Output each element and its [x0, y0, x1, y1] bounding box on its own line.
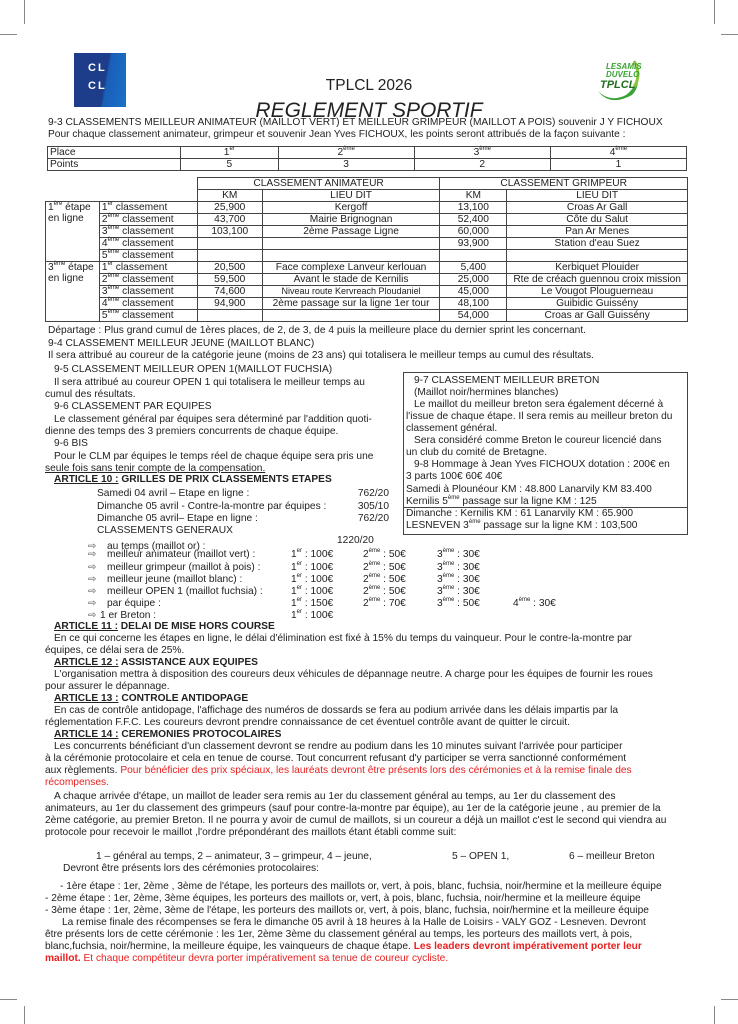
arrow-right-icon: ⇨ — [88, 574, 97, 585]
generaux-value: 1220/20 — [337, 535, 374, 546]
article-13-text: réglementation F.F.C. Les coureurs devront prendre connaissance de cet éventuel contrôle avant de quitter le circuit. — [45, 717, 570, 728]
place-cell: 2ème — [278, 147, 414, 159]
section-9-8-text: 9-8 Hommage à Jean Yves FICHOUX dotation : 200€ en — [414, 459, 670, 470]
article-14-text: 2ème catégorie, au premier Breton. Il ne pourra y avoir de cumul de maillots, si un coureur a déjà un maillot c'est le second qui viendra au — [45, 815, 667, 826]
section-9-4-title: 9-4 CLASSEMENT MEILLEUR JEUNE (MAILLOT BLANC) — [48, 338, 315, 349]
prize-category: meilleur jeune (maillot blanc) : — [107, 574, 243, 585]
section-9-7-text: un club du comité de Bretagne. — [406, 447, 548, 458]
animateur-lieu: Kergoff — [262, 202, 440, 214]
table-header-row — [46, 190, 688, 202]
grimpeur-lieu: Guibidic Guissény — [507, 298, 688, 310]
stage-prize-value: 762/20 — [357, 488, 389, 499]
points-table — [47, 146, 687, 171]
article-11-text: En ce qui concerne les étapes en ligne, le délai d'élimination est fixé à 15% du temps du vainqueur. Pour le contre-la-montre par — [54, 633, 632, 644]
crop-mark — [0, 34, 17, 35]
animateur-km: 103,100 — [197, 226, 262, 238]
stage-prize-value: 762/20 — [357, 513, 389, 524]
animateur-lieu: Mairie Brignognan — [262, 214, 440, 226]
prize-amount: 2ème : 50€ — [363, 585, 406, 597]
prize-amount: 3ème : 30€ — [437, 561, 480, 573]
section-9-6-bis-text: Pour le CLM par équipes le temps réel de chaque équipe sera pris une — [54, 451, 374, 462]
classement-table — [45, 177, 688, 322]
grimpeur-lieu: Station d'eau Suez — [507, 238, 688, 250]
final-ceremony-text: maillot. Et chaque compétiteur devra porter impérativement sa tenue de coureur cycliste. — [45, 953, 449, 964]
col-km: KM — [440, 190, 507, 202]
row-label: Place — [48, 147, 181, 159]
prize-amount: 1er : 100€ — [291, 548, 334, 560]
km-line: Samedi à Plounéour KM : 48.800 Lanarvily KM 83.400 — [406, 484, 652, 495]
crop-mark — [714, 0, 715, 24]
article-12-text: L'organisation mettra à disposition des coureurs deux véhicules de dépannage neutre. A charge pour les équipes de fournir les roues — [54, 669, 653, 680]
stage-prize-value: 305/10 — [357, 500, 389, 512]
km-line: Kernilis 5ème passage sur la ligne KM : 125 — [406, 495, 597, 507]
row-label: Points — [48, 159, 181, 171]
arrow-right-icon: ⇨ — [88, 586, 97, 597]
grimpeur-km: 60,000 — [440, 226, 507, 238]
article-11-text: équipes, ce délai sera de 25%. — [45, 645, 185, 656]
prize-amount: 2ème : 50€ — [363, 548, 406, 560]
arrow-right-icon: ⇨ — [88, 610, 97, 621]
article-14-text: Les concurrents bénéficiant d'un classement devront se rendre au podium dans les 10 minutes suivant l'arrivée pour participer — [54, 741, 623, 752]
article-11-heading: ARTICLE 11 : DELAI DE MISE HORS COURSE — [54, 621, 275, 632]
article-13-text: En cas de contrôle antidopage, l'affichage des numéros de dossards se fera au podium arrivée dans les délais impartis par la — [54, 705, 619, 716]
crop-mark — [714, 1006, 715, 1024]
classement-label: 2ème classement — [99, 274, 197, 286]
prize-amount: 3ème : 30€ — [437, 548, 480, 560]
place-cell: 4ème — [550, 147, 686, 159]
animateur-km: 94,900 — [197, 298, 262, 310]
section-9-5-title: 9-5 CLASSEMENT MEILLEUR OPEN 1(MAILLOT FUCHSIA) — [54, 364, 333, 375]
final-ceremony-text: La remise finale des récompenses se fera le dimanche 05 avril à 18 heures à la Halle de Loisirs - VALY GOZ - Lesneven. Devront — [62, 917, 646, 928]
animateur-km: 74,600 — [197, 286, 262, 298]
km-line: LESNEVEN 3ème passage sur la ligne KM : 103,500 — [406, 519, 638, 531]
section-9-6-text: Le classement général par équipes sera déterminé par l'addition quoti- — [54, 414, 372, 425]
crop-mark — [721, 34, 738, 35]
stage-label: 1ère étape en ligne — [46, 202, 100, 262]
prize-amount: 2ème : 70€ — [363, 597, 406, 609]
generaux-title: CLASSEMENTS GENERAUX — [97, 525, 233, 536]
prize-category: au temps (maillot or) : — [107, 541, 206, 552]
place-cell: 1er — [181, 147, 279, 159]
grimpeur-km: 52,400 — [440, 214, 507, 226]
grimpeur-lieu: Kerbiquet Plouider — [507, 262, 688, 274]
table-row — [46, 214, 688, 226]
grimpeur-lieu: Croas Ar Gall — [507, 202, 688, 214]
section-9-5-text: Il sera attribué au coureur OPEN 1 qui totalisera le meilleur temps au — [54, 377, 365, 388]
arrow-right-icon: ⇨ — [88, 598, 97, 609]
points-cell: 2 — [414, 159, 550, 171]
place-cell: 3ème — [414, 147, 550, 159]
grimpeur-km — [440, 250, 507, 262]
animateur-lieu: 2ème Passage Ligne — [262, 226, 440, 238]
points-cell: 3 — [278, 159, 414, 171]
prize-amount: 2ème : 50€ — [363, 573, 406, 585]
table-row — [46, 238, 688, 250]
header-animateur: CLASSEMENT ANIMATEUR — [197, 178, 440, 190]
arrow-right-icon: ⇨ — [88, 549, 97, 560]
classement-label: 2ème classement — [99, 214, 197, 226]
arrow-right-icon: ⇨ — [88, 562, 97, 573]
stage-prize-label: Dimanche 05 avril - Contre-la-montre par équipes : — [97, 500, 327, 512]
section-9-7-text: l'issue de chaque étape. Il sera remis au meilleur breton du — [406, 411, 673, 422]
animateur-lieu: Niveau route Kervreach Ploudaniel — [262, 286, 440, 298]
table-row — [46, 274, 688, 286]
section-9-7-subtitle: (Maillot noir/hermines blanches) — [414, 387, 559, 398]
section-9-6-bis-text: seule fois sans tenir compte de la compensation. — [45, 463, 266, 474]
classement-label: 3ème classement — [99, 286, 197, 298]
article-10-heading: ARTICLE 10 : GRILLES DE PRIX CLASSEMENTS ETAPES — [54, 474, 332, 485]
table-row — [48, 159, 687, 171]
article-14-text: récompenses. — [45, 777, 109, 788]
article-14-text: aux règlements. Pour bénéficier des prix spéciaux, les lauréats devront être présents lors des cérémonies et à la remise finale des — [45, 765, 632, 776]
page-title: TPLCL 2026 — [325, 77, 413, 94]
section-9-3-intro: Pour chaque classement animateur, grimpeur et souvenir Jean Yves FICHOUX, les points seront attribués de la façon suivante : — [48, 129, 626, 140]
grimpeur-lieu: Pan Ar Menes — [507, 226, 688, 238]
prize-category: meilleur animateur (maillot vert) : — [107, 549, 256, 560]
stage-prize-label: Samedi 04 avril – Etape en ligne : — [97, 488, 250, 499]
grimpeur-km: 13,100 — [440, 202, 507, 214]
classement-label: 1er classement — [99, 262, 197, 274]
stage-label: 3ème étape en ligne — [46, 262, 100, 322]
section-9-7-title: 9-7 CLASSEMENT MEILLEUR BRETON — [414, 375, 600, 386]
classement-label: 4ème classement — [99, 238, 197, 250]
animateur-lieu: Face complexe Lanveur kerlouan — [262, 262, 440, 274]
presents-text: Devront être présents lors des cérémonies protocolaires: — [63, 863, 319, 874]
final-ceremony-text: blanc,fuchsia, noir/hermine, la meilleure équipe, les vainqueurs de chaque étape. Les leaders devront impérativement porter leur — [45, 941, 642, 952]
section-9-3-title: 9-3 CLASSEMENTS MEILLEUR ANIMATEUR (MAILLOT VERT) ET MEILLEUR GRIMPEUR (MAILLOT A POIS) souvenir J Y FICHOUX — [48, 117, 663, 128]
page-subtitle: REGLEMENT SPORTIF — [255, 99, 483, 122]
animateur-lieu: 2ème passage sur la ligne 1er tour — [262, 298, 440, 310]
crop-mark — [0, 999, 17, 1000]
etape-list-item: - 2ème étape : 1er, 2ème, 3ème équipes, les porteurs des maillots or, vert, à pois, blanc, fuchsia, noir/hermine et la meilleure équipe — [45, 893, 641, 904]
prize-amount: 2ème : 50€ — [363, 561, 406, 573]
classement-label: 5ème classement — [99, 250, 197, 262]
etape-list-item: - 1ère étape : 1er, 2ème , 3ème de l'étape, les porteurs des maillots or, vert, à pois, blanc, fuchsia, noir/hermine et la meilleure équipe — [60, 881, 662, 892]
crop-mark — [24, 1006, 25, 1024]
section-9-4-text: Il sera attribué au coureur de la catégorie jeune (moins de 23 ans) qui totalisera le meilleur temps au cumul des résultats. — [48, 350, 594, 361]
grimpeur-lieu: Côte du Salut — [507, 214, 688, 226]
article-14-heading: ARTICLE 14 : CEREMONIES PROTOCOLAIRES — [54, 729, 282, 740]
maillot-order: 1 – général au temps, 2 – animateur, 3 – grimpeur, 4 – jeune, — [96, 851, 372, 862]
crop-mark — [24, 0, 25, 24]
logo-text: LESAMIS — [606, 62, 642, 71]
final-ceremony-text: être présents lors de cette cérémonie : les 1er, 2ème 3ème du classement général au temps, les porteurs des maillots vert, à pois, — [45, 929, 633, 940]
logo-text: TPLCL — [600, 79, 636, 91]
grimpeur-km: 54,000 — [440, 310, 507, 322]
section-9-6-bis-title: 9-6 BIS — [54, 438, 88, 449]
article-13-heading: ARTICLE 13 : CONTROLE ANTIDOPAGE — [54, 693, 249, 704]
section-9-6-title: 9-6 CLASSEMENT PAR EQUIPES — [54, 401, 212, 412]
article-12-heading: ARTICLE 12 : ASSISTANCE AUX EQUIPES — [54, 657, 258, 668]
grimpeur-lieu — [507, 250, 688, 262]
points-cell: 5 — [181, 159, 279, 171]
prize-amount: 1er : 100€ — [291, 573, 334, 585]
article-12-text: pour assurer le dépannage. — [45, 681, 170, 692]
points-cell: 1 — [550, 159, 686, 171]
header-grimpeur: CLASSEMENT GRIMPEUR — [440, 178, 688, 190]
maillot-order: 5 – OPEN 1, — [452, 851, 510, 862]
article-14-text: à la cérémonie protocolaire et cela en tenue de course. Tout concurrent refusant d'y participer se verra sanctionné conformément — [45, 753, 627, 764]
section-9-5-text: cumul des résultats. — [45, 389, 136, 400]
animateur-lieu — [262, 250, 440, 262]
section-9-8-text: 3 parts 100€ 60€ 40€ — [406, 471, 503, 482]
stage-prize-label: Dimanche 05 avril– Etape en ligne : — [97, 513, 258, 524]
animateur-lieu: Avant le stade de Kernilis — [262, 274, 440, 286]
article-14-text: protocole pour recevoir le maillot ,l'ordre prépondérant des maillots étant établi comme suit: — [45, 827, 457, 838]
section-9-7-text: Sera considéré comme Breton le coureur licencié dans — [414, 435, 662, 446]
animateur-km — [197, 310, 262, 322]
prize-category: 1 er Breton : — [100, 610, 157, 621]
animateur-km — [197, 238, 262, 250]
section-9-7-text: classement général. — [406, 423, 498, 434]
col-lieu-dit: LIEU DIT — [262, 190, 440, 202]
crop-mark — [721, 999, 738, 1000]
logo-text: CL — [88, 62, 107, 74]
prize-amount: 1er : 100€ — [291, 585, 334, 597]
grimpeur-km: 5,400 — [440, 262, 507, 274]
grimpeur-lieu: Le Vougot Plouguerneau — [507, 286, 688, 298]
prize-amount: 1er : 100€ — [291, 561, 334, 573]
prize-category: meilleur OPEN 1 (maillot fuchsia) : — [107, 586, 263, 597]
table-row — [46, 298, 688, 310]
table-row — [46, 202, 688, 214]
maillot-order: 6 – meilleur Breton — [569, 851, 655, 862]
grimpeur-km: 25,000 — [440, 274, 507, 286]
km-line: Dimanche : Kernilis KM : 61 Lanarvily KM : 65.900 — [406, 508, 634, 519]
arrow-right-icon: ⇨ — [88, 541, 97, 552]
prize-amount: 3ème : 50€ — [437, 597, 480, 609]
prize-amount: 1er : 100€ — [291, 609, 334, 621]
grimpeur-lieu: Rte de créach guennou croix mission — [507, 274, 688, 286]
classement-label: 5ème classement — [99, 310, 197, 322]
animateur-km: 59,500 — [197, 274, 262, 286]
table-row — [46, 286, 688, 298]
animateur-km: 43,700 — [197, 214, 262, 226]
logo-text: DUVELO — [606, 70, 640, 79]
article-14-text: A chaque arrivée d'étape, un maillot de leader sera remis au 1er du classement général au temps, au 1er du classement des — [54, 791, 616, 802]
classement-label: 3ème classement — [99, 226, 197, 238]
table-row — [46, 226, 688, 238]
section-9-7-text: Le maillot du meilleur breton sera également décerné à — [414, 399, 664, 410]
grimpeur-lieu: Croas ar Gall Guissény — [507, 310, 688, 322]
animateur-lieu — [262, 238, 440, 250]
prize-amount: 3ème : 30€ — [437, 573, 480, 585]
classement-label: 1er classement — [99, 202, 197, 214]
table-row — [46, 310, 688, 322]
animateur-km: 20,500 — [197, 262, 262, 274]
article-14-text: animateurs, au 1er du classement des grimpeurs (sauf pour contre-la-montre par équipe), au 1er de la catégorie jeune , au premier de la — [45, 803, 661, 814]
col-lieu-dit: LIEU DIT — [507, 190, 688, 202]
section-9-6-text: dienne des temps des 3 premiers concurrents de chaque équipe. — [45, 426, 339, 437]
animateur-km: 25,900 — [197, 202, 262, 214]
table-row — [46, 262, 688, 274]
prize-amount: 1er : 150€ — [291, 597, 334, 609]
grimpeur-km: 45,000 — [440, 286, 507, 298]
departage-text: Départage : Plus grand cumul de 1ères places, de 2, de 3, de 4 puis la meilleure place du dernier sprint les concernant. — [48, 325, 586, 336]
classement-label: 4ème classement — [99, 298, 197, 310]
grimpeur-km: 48,100 — [440, 298, 507, 310]
prize-category: meilleur grimpeur (maillot à pois) : — [107, 562, 261, 573]
table-row — [48, 147, 687, 159]
logo-text: CL — [88, 80, 107, 92]
prize-amount: 3ème : 30€ — [437, 585, 480, 597]
prize-amount: 4ème : 30€ — [513, 597, 556, 609]
table-header-row — [46, 178, 688, 190]
etape-list-item: - 3ème étape : 1er, 2ème, 3ème de l'étape, les porteurs des maillots or, vert, à pois, blanc, fuchsia, noir/hermine et la meilleure équipe — [45, 905, 649, 916]
table-row — [46, 250, 688, 262]
animateur-km — [197, 250, 262, 262]
prize-category: par équipe : — [107, 598, 161, 609]
col-km: KM — [197, 190, 262, 202]
animateur-lieu — [262, 310, 440, 322]
grimpeur-km: 93,900 — [440, 238, 507, 250]
